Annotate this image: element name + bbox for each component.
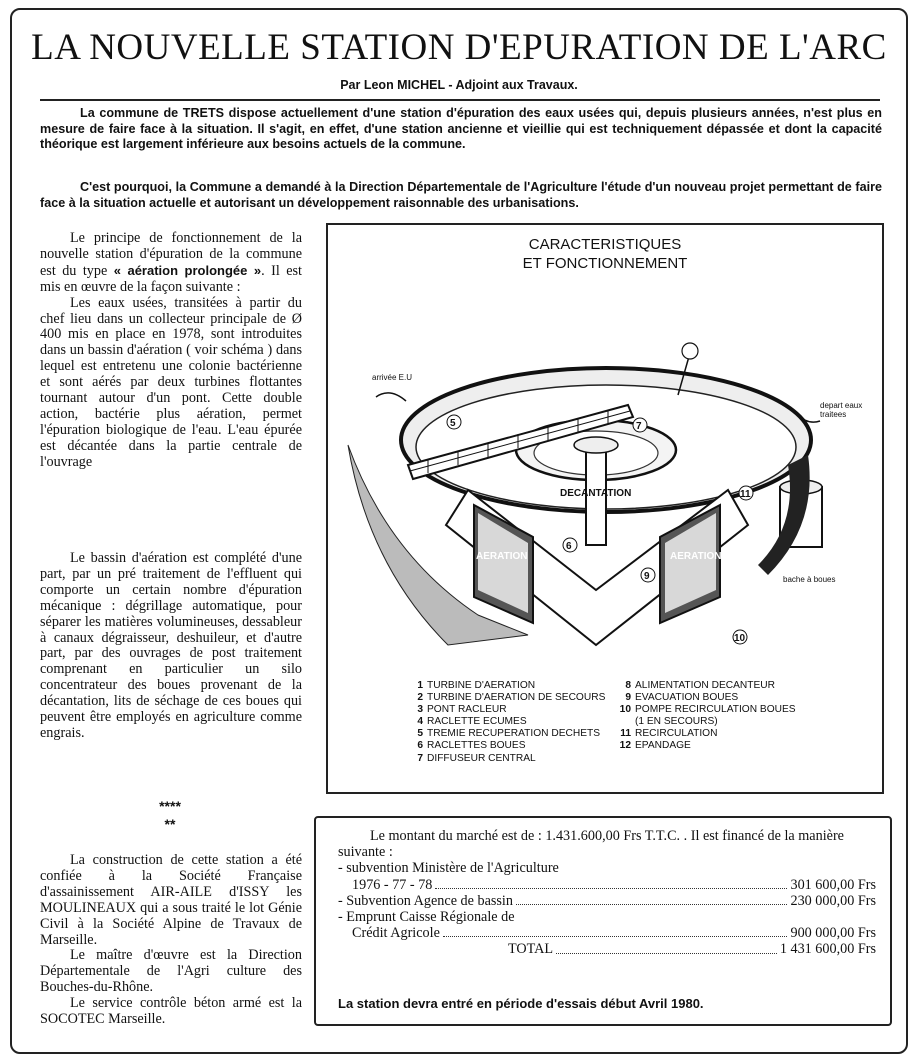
byline: Par Leon MICHEL - Adjoint aux Travaux. xyxy=(340,78,578,92)
financing-amount: 301 600,00 Frs xyxy=(790,876,876,893)
column-block-3 xyxy=(40,853,302,1028)
diagram-figure xyxy=(326,223,884,794)
legend-text: DIFFUSEUR CENTRAL xyxy=(427,752,536,764)
divider xyxy=(40,99,880,101)
emphasis-aeration: « aération prolongée » xyxy=(113,262,262,278)
legend-text: TURBINE D'AERATION xyxy=(427,680,536,691)
legend-item xyxy=(410,692,610,704)
label-arrivee: arrivée E.U xyxy=(372,373,413,382)
svg-text:7: 7 xyxy=(636,421,642,432)
intro-paragraph-1: La commune de TRETS dispose actuellement d'une station d'épuration des eaux usées qui, depuis plusieurs années, n'est plus en mesure de faire face à la situation. Il s'agit, en effet, d'une station ancienne et vieillie qui est techniquement dépassée et dont la capacité théorique est largement inférieure aux besoins actuels de la commune. xyxy=(40,106,882,151)
svg-text:10: 10 xyxy=(734,633,746,644)
legend-number: 3 xyxy=(417,704,423,716)
intro-paragraph-2: C'est pourquoi, la Commune a demandé à la Direction Départementale de l'Agriculture l'étude d'un nouveau projet permettant de faire face à la situation actuelle et autorisant un développement raisonnable des urbanisations. xyxy=(40,180,882,210)
legend-text: PONT RACLEUR xyxy=(427,704,507,716)
legend-number: 12 xyxy=(619,740,631,752)
svg-text:5: 5 xyxy=(450,418,456,429)
paragraph-maitre-oeuvre: Le maître d'œuvre est la Direction Départementale de l'Agri culture des Bouches-du-Rhône. xyxy=(40,947,302,996)
financing-amount: 230 000,00 Frs xyxy=(790,892,876,909)
legend-item xyxy=(616,704,846,716)
legend-text: ALIMENTATION DECANTEUR xyxy=(635,680,775,691)
total-amount: 1 431 600,00 Frs xyxy=(779,941,876,958)
legend-number: 1 xyxy=(417,680,423,691)
dot-leader xyxy=(443,925,788,937)
svg-text:6: 6 xyxy=(566,541,572,552)
column-block-1 xyxy=(40,231,302,471)
financing-line xyxy=(338,893,876,909)
paragraph-construction: La construction de cette station a été confiée à la Société Française d'assainissement AIR-AILE d'ISSY les MOULINEAUX qui a sous traité le lot Génie Civil à la Société Alpine de Travaux de Marseille. xyxy=(40,852,302,948)
legend-text: TURBINE D'AERATION DE SECOURS xyxy=(427,692,606,704)
financing-line xyxy=(338,925,876,941)
label-aeration-left: AERATION xyxy=(476,551,528,562)
legend-number: 4 xyxy=(417,716,423,728)
legend-text: (1 EN SECOURS) xyxy=(635,716,718,728)
paragraph-eaux-usees: Les eaux usées, transitées à partir du chef lieu dans un collecteur principale de Ø 400 mis en place en 1978, sont introduites dans un bassin d'aération ( voir schéma ) dans lequel est entretenu une colonie bactérienne et sont aérés par deux turbines flottantes tournant autour d'un pont. Cette double action, bactérie plus aération, permet l'épuration biologique de l'eau. L'eau épurée est décantée dans la partie centrale de l'ouvrage xyxy=(40,294,302,470)
legend-text: TREMIE RECUPERATION DECHETS xyxy=(427,728,601,740)
financing-line-label: - Subvention Agence de bassin xyxy=(338,892,513,909)
legend-item xyxy=(410,704,610,716)
label-bache: bache à boues xyxy=(783,575,836,584)
label-aeration-right: AERATION xyxy=(670,551,722,562)
paragraph-bassin: Le bassin d'aération est complété d'une part, par un pré traitement de l'effluent qui comporte un certain nombre d'épuration mécanique : dégrillage automatique, pour séparer les matières volumineuses, dessableur à canaux dégraisseur, deshuileur, et d'autre part, par des ouvrages de post traitement comprenant en particulier un silo concentrateur des boues provenant de la décantation, lits de séchage de ces boues qui peuvent être employés en agriculture comme engrais. xyxy=(40,550,302,741)
legend-number: 11 xyxy=(620,728,631,740)
legend-number: 9 xyxy=(625,692,631,704)
financing-intro: Le montant du marché est de : 1.431.600,00 Frs T.T.C. . Il est financé de la manière suivante : xyxy=(338,828,844,861)
legend-number: 8 xyxy=(625,680,631,691)
paragraph-principle xyxy=(40,231,302,296)
svg-text:11: 11 xyxy=(740,489,751,500)
legend-text: RACLETTE ECUMES xyxy=(427,716,527,728)
dot-leader xyxy=(556,941,777,953)
legend-item xyxy=(616,692,846,704)
label-decantation: DECANTATION xyxy=(560,488,632,499)
financing-line-label: 1976 - 77 - 78 xyxy=(352,876,433,893)
legend-number: 10 xyxy=(619,704,631,716)
legend-text: POMPE RECIRCULATION BOUES xyxy=(635,704,796,716)
legend-number xyxy=(616,716,631,728)
financing-line xyxy=(338,877,876,893)
figure-title-line: ET FONCTIONNEMENT xyxy=(522,255,688,272)
legend-item xyxy=(616,680,846,692)
legend-number: 7 xyxy=(417,752,423,764)
total-label: TOTAL xyxy=(508,941,554,958)
figure-title-line: CARACTERISTIQUES xyxy=(528,236,682,253)
financing-amount: 900 000,00 Frs xyxy=(790,925,876,942)
article-title: LA NOUVELLE STATION D'EPURATION DE L'ARC xyxy=(31,27,887,68)
separator-stars: **** xyxy=(159,798,181,814)
financing-box xyxy=(314,816,892,1026)
svg-text:9: 9 xyxy=(644,571,650,582)
legend-item xyxy=(410,716,610,728)
paragraph-controle: Le service contrôle béton armé est la SOCOTEC Marseille. xyxy=(40,995,302,1028)
dot-leader xyxy=(516,893,788,905)
financing-item-label: - Emprunt Caisse Régionale de xyxy=(338,909,515,926)
dot-leader xyxy=(435,877,787,889)
plant-schematic xyxy=(328,225,882,665)
legend-number: 5 xyxy=(417,728,423,740)
financing-item-label: - subvention Ministère de l'Agriculture xyxy=(338,860,559,877)
legend-item xyxy=(616,728,846,740)
financing-line-label: Crédit Agricole xyxy=(352,925,440,942)
financing-total xyxy=(338,941,876,957)
legend-left xyxy=(410,680,610,765)
legend-text: RECIRCULATION xyxy=(635,728,718,740)
legend-item xyxy=(410,680,610,692)
legend-number: 6 xyxy=(417,740,423,752)
legend-item xyxy=(410,728,610,740)
legend-item xyxy=(410,740,610,752)
legend-item xyxy=(616,716,846,728)
text-span: Le principe de fonctionnement de la nouvelle station d'épuration de la commune est du type xyxy=(40,230,302,279)
separator-stars: ** xyxy=(164,816,176,832)
legend-item xyxy=(410,753,610,765)
legend-text: EVACUATION BOUES xyxy=(635,692,739,704)
legend-number: 2 xyxy=(417,692,423,704)
label-depart: depart eaux traitees xyxy=(820,401,863,419)
closing-note: La station devra entré en période d'essais début Avril 1980. xyxy=(338,996,704,1011)
legend-text: RACLETTES BOUES xyxy=(427,740,526,752)
legend-right xyxy=(616,680,846,753)
text-span: . Il est mis en œuvre de la façon suivante : xyxy=(40,262,302,295)
column-block-2 xyxy=(40,551,302,742)
legend-item xyxy=(616,740,846,752)
legend-text: EPANDAGE xyxy=(635,740,691,752)
